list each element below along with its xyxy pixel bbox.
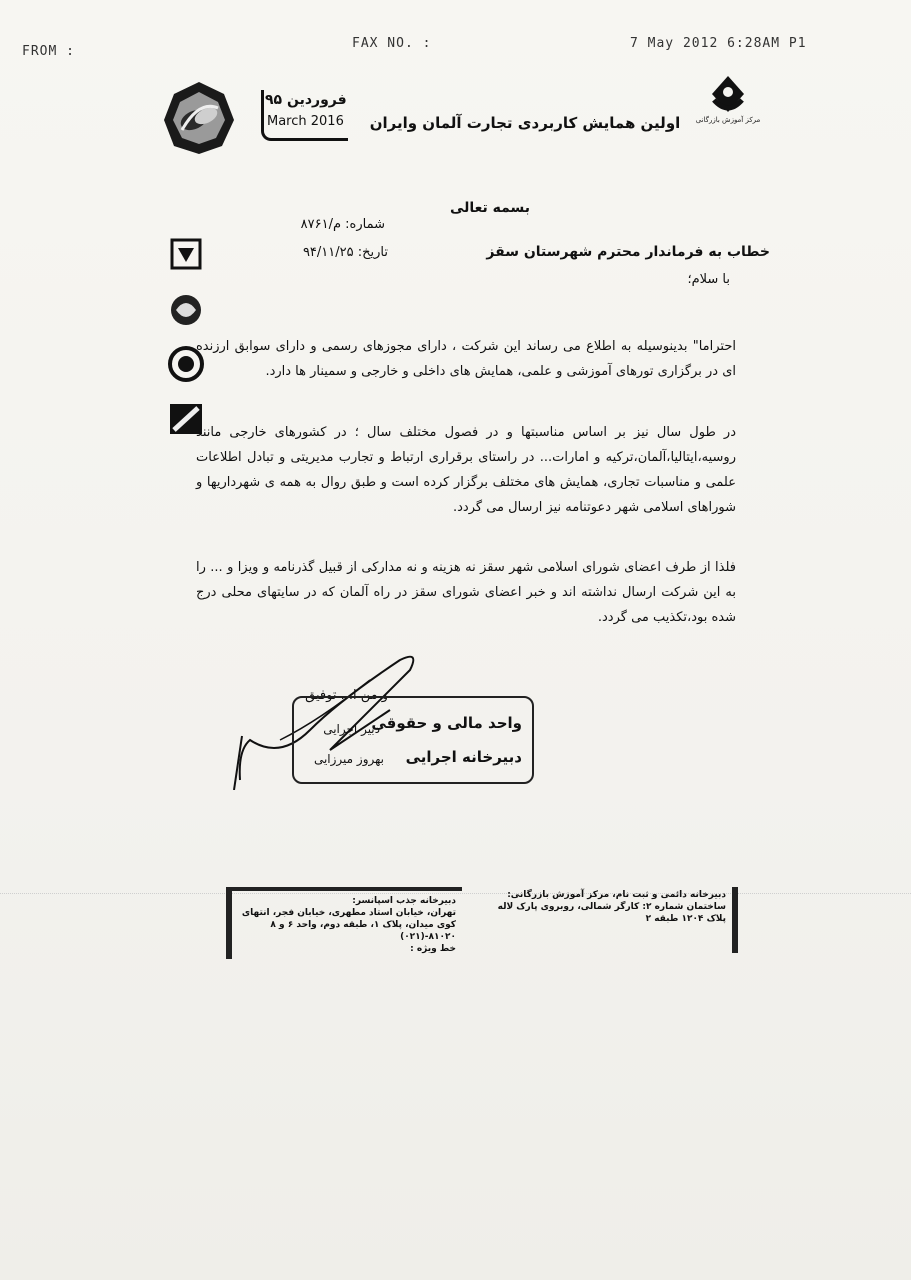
footer-left-line: ۸۱۰۲۰-(۰۲۱)	[400, 932, 456, 942]
footer-main-office	[494, 887, 738, 953]
letter-paragraph: فلذا از طرف اعضای شورای اسلامی شهر سقز نه هزینه و نه مدارکی از قبیل گذرنامه و ویزا و ... را به این شرکت ارسال نداشته اند و خبر اعضای شورای سقز در راه آلمان که در سایتهای محلی درج شده بود،تکذیب می گردد.	[196, 560, 736, 625]
letter-greeting: با سلام؛	[687, 272, 730, 287]
footer-right-line: ساختمان شماره ۲: کارگر شمالی، روبروی پارک لاله	[497, 902, 726, 912]
footer-right-line: پلاک ۱۲۰۴ طبقه ۲	[645, 914, 726, 924]
footer-right-title: دبیرخانه دائمی و ثبت نام، مرکز آموزش بازرگانی:	[507, 890, 726, 900]
conference-banner	[255, 86, 685, 150]
banner-date-en: March 2016	[267, 114, 344, 129]
partner-logo-2-icon	[164, 292, 208, 332]
footer-left-line: خط ویژه :	[410, 944, 456, 954]
letter-recipient: خطاب به فرماندار محترم شهرستان سقز	[486, 244, 770, 260]
footer-sponsor-office	[226, 887, 462, 959]
letter-closing: و من ا... توفیق	[305, 688, 388, 703]
stamp-office: دبیرخانه اجرایی	[405, 748, 522, 766]
footer-left-line: تهران، خیابان استاد مطهری، خیابان فجر، انتهای	[241, 908, 456, 918]
letter-number: شماره: م/۸۷۶۱	[300, 217, 385, 232]
footer-left-line: کوی میدان، پلاک ۱، طبقه دوم، واحد ۶ و ۸	[270, 920, 456, 930]
letter-date: تاریخ: ۹۴/۱۱/۲۵	[302, 245, 388, 260]
conference-logo	[162, 80, 236, 156]
signer-name: بهروز میرزایی	[313, 752, 384, 766]
commerce-center-logo	[688, 72, 768, 156]
bismillah-heading: بسمه تعالی	[449, 200, 531, 216]
footer-left-title: دبیرخانه جذب اسپانسر:	[352, 896, 456, 906]
partner-logo-1-icon	[164, 238, 208, 278]
official-stamp	[292, 696, 534, 784]
fax-from-label: FROM :	[22, 44, 75, 59]
fax-datetime: 7 May 2012 6:28AM P1	[630, 36, 807, 51]
stamp-department: واحد مالی و حقوقی	[371, 714, 522, 732]
letter-paragraph: احتراما" بدینوسیله به اطلاع می رساند این شرکت ، دارای مجوزهای رسمی و دارای سوابق ارزنده ای در برگزاری تورهای آموزشی و علمی، همایش های داخلی و خارجی و سمینار ها دارد.	[196, 339, 736, 379]
conference-title: اولین همایش کاربردی تجارت آلمان وایران	[369, 114, 681, 132]
letter-paragraph: در طول سال نیز بر اساس مناسبتها و در فصول مختلف سال ؛ در کشورهای خارجی مانند روسیه،ایتالیا،آلمان،ترکیه و امارات... در راستای برقراری ارتباط و تجارب مدیریتی و تبادل اطلاعات علمی و مناسبات تجاری، همایش های مختلف برگزار کرده است و طبق روال به همه ی شهرداریها و شوراهای اسلامی شهر دعوتنامه نیز ارسال می گردد.	[196, 425, 736, 515]
signer-role: دبیر اجرایی	[323, 722, 380, 736]
commerce-center-caption: مرکز آموزش بازرگانی	[695, 116, 761, 124]
fax-number-label: FAX NO. :	[352, 36, 432, 51]
banner-date-fa: فروردین ۹۵	[265, 92, 347, 108]
